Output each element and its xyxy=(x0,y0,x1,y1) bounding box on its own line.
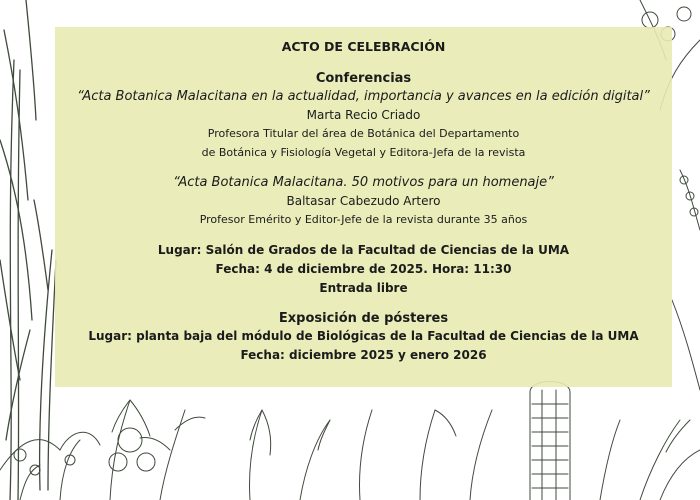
talk-2-speaker: Baltasar Cabezudo Artero xyxy=(286,194,441,208)
conferences-heading: Conferencias xyxy=(315,71,412,86)
event-announcement-panel xyxy=(55,27,672,387)
exhibition-heading: Exposición de pósteres xyxy=(278,311,449,326)
event-title: ACTO DE CELEBRACIÓN xyxy=(281,39,446,54)
talk-2-title: “Acta Botanica Malacitana. 50 motivos para un homenaje” xyxy=(173,175,554,190)
exhibition-venue: Lugar: planta baja del módulo de Biológicas de la Facultad de Ciencias de la UMA xyxy=(88,329,639,343)
bottom-middle-plants xyxy=(109,400,492,500)
talk-1-affiliation: Profesora Titular del área de Botánica del Departamento xyxy=(207,127,520,140)
bottom-left-shrub xyxy=(0,432,100,500)
exhibition-dates: Fecha: diciembre 2025 y enero 2026 xyxy=(240,348,487,362)
talk-2-affiliation: Profesor Emérito y Editor-Jefe de la revista durante 35 años xyxy=(199,213,528,226)
left-grass-leaves xyxy=(0,0,56,500)
talk-1-affiliation: de Botánica y Fisiología Vegetal y Editora-Jefa de la revista xyxy=(201,146,526,159)
conference-venue: Lugar: Salón de Grados de la Facultad de Ciencias de la UMA xyxy=(157,243,570,257)
pinecone-illustration xyxy=(530,382,570,500)
talk-1-speaker: Marta Recio Criado xyxy=(306,108,421,122)
conference-datetime: Fecha: 4 de diciembre de 2025. Hora: 11:30 xyxy=(215,262,512,276)
talk-1-title: “Acta Botanica Malacitana en la actualidad, importancia y avances en la edición digital” xyxy=(77,89,650,104)
entry-note: Entrada libre xyxy=(319,281,408,295)
